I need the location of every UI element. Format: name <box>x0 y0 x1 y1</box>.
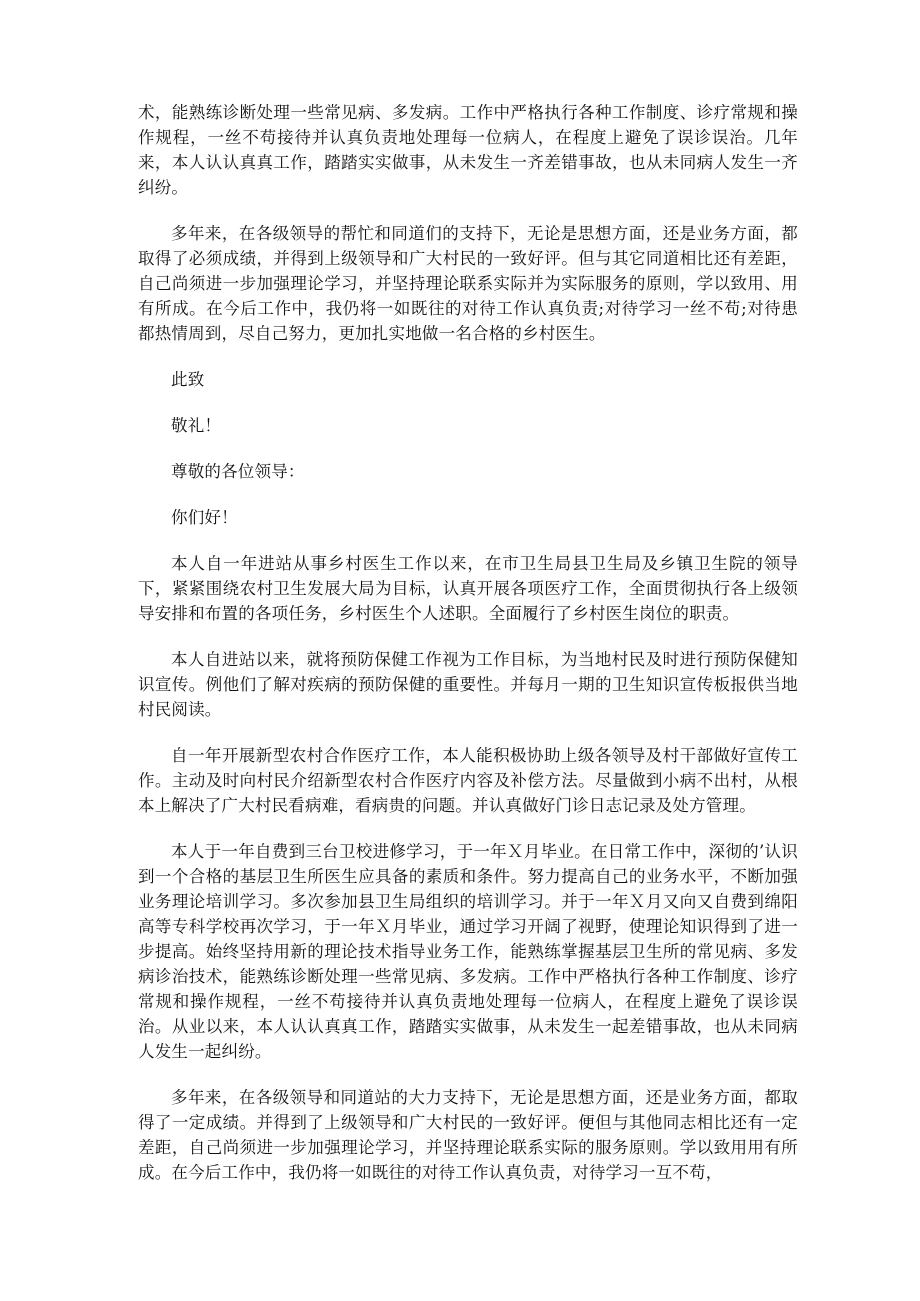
paragraph-intro: 本人自一年进站从事乡村医生工作以来，在市卫生局县卫生局及乡镇卫生院的领导下，紧紧围绕农村卫生发展大局为目标，认真开展各项医疗工作，全面贯彻执行各上级领导安排和布置的各项任务，乡村医生个人述职。全面履行了乡村医生岗位的职责。 <box>138 554 798 623</box>
paragraph-study: 本人于一年自费到三台卫校进修学习，于一年Ｘ月毕业。在日常工作中，深彻的’认识到一个合格的基层卫生所医生应具备的素质和条件。努力提高自己的业务水平，不断加强业务理论培训学习。多次参加县卫生局组织的培训学习。并于一年Ｘ月又向又自费到绵阳高等专科学校再次学习，于一年Ｘ月毕业，通过学习开阔了视野，使理论知识得到了进一步提高。始终坚持用新的理论技术指导业务工作，能熟练掌握基层卫生所的常见病、多发病诊治技术，能熟练诊断处理一些常见病、多发病。工作中严格执行各种工作制度、诊疗常规和操作规程，一丝不苟接待并认真负责地处理每一位病人，在程度上避免了误诊误治。从业以来，本人认认真真工作，踏踏实实做事，从未发生一起差错事故，也从未同病人发生一起纠纷。 <box>138 842 798 1061</box>
closing-cizhi: 此致 <box>171 370 205 389</box>
salutation: 尊敬的各位领导： <box>171 462 305 481</box>
paragraph-continuation: 术，能熟练诊断处理一些常见病、多发病。工作中严格执行各种工作制度、诊疗常规和操作规程，一丝不苟接待并认真负责地处理每一位病人，在程度上避免了误诊误治。几年来，本人认认真真工作，踏踏实实做事，从未发生一齐差错事故，也从未同病人发生一齐纠纷。 <box>138 103 798 197</box>
paragraph-prevention: 本人自进站以来，就将预防保健工作视为工作目标，为当地村民及时进行预防保健知识宣传。例他们了解对疾病的预防保健的重要性。并每月一期的卫生知识宣传板报供当地村民阅读。 <box>138 650 798 719</box>
closing-jingli: 敬礼！ <box>171 416 222 435</box>
greeting: 你们好！ <box>171 508 238 527</box>
paragraph-summary: 多年来，在各级领导的帮忙和同道们的支持下，无论是思想方面，还是业务方面，都取得了必须成绩，并得到上级领导和广大村民的一致好评。但与其它同道相比还有差距，自己尚须进一步加强理论学习，并坚持理论联系实际并为实际服务的原则，学以致用、用有所成。在今后工作中，我仍将一如既往的对待工作认真负责;对待学习一丝不苟;对待患都热情周到，尽自己努力，更加扎实地做一名合格的乡村医生。 <box>138 224 798 343</box>
paragraph-conclusion: 多年来，在各级领导和同道站的大力支持下，无论是思想方面，还是业务方面，都取得了一定成绩。并得到了上级领导和广大村民的一致好评。便但与其他同志相比还有一定差距，自己尚须进一步加强理论学习，并坚持理论联系实际的服务原则。学以致用用有所成。在今后工作中，我仍将一如既往的对待工作认真负责，对待学习一互不苟， <box>138 1088 798 1182</box>
document-body <box>138 100 798 1185</box>
paragraph-cooperative-medical: 自一年开展新型农村合作医疗工作，本人能积极协助上级各领导及村干部做好宣传工作。主动及时向村民介绍新型农村合作医疗内容及补偿方法。尽量做到小病不出村，从根本上解决了广大村民看病难，看病贵的问题。并认真做好门诊日志记录及处方管理。 <box>138 746 798 815</box>
